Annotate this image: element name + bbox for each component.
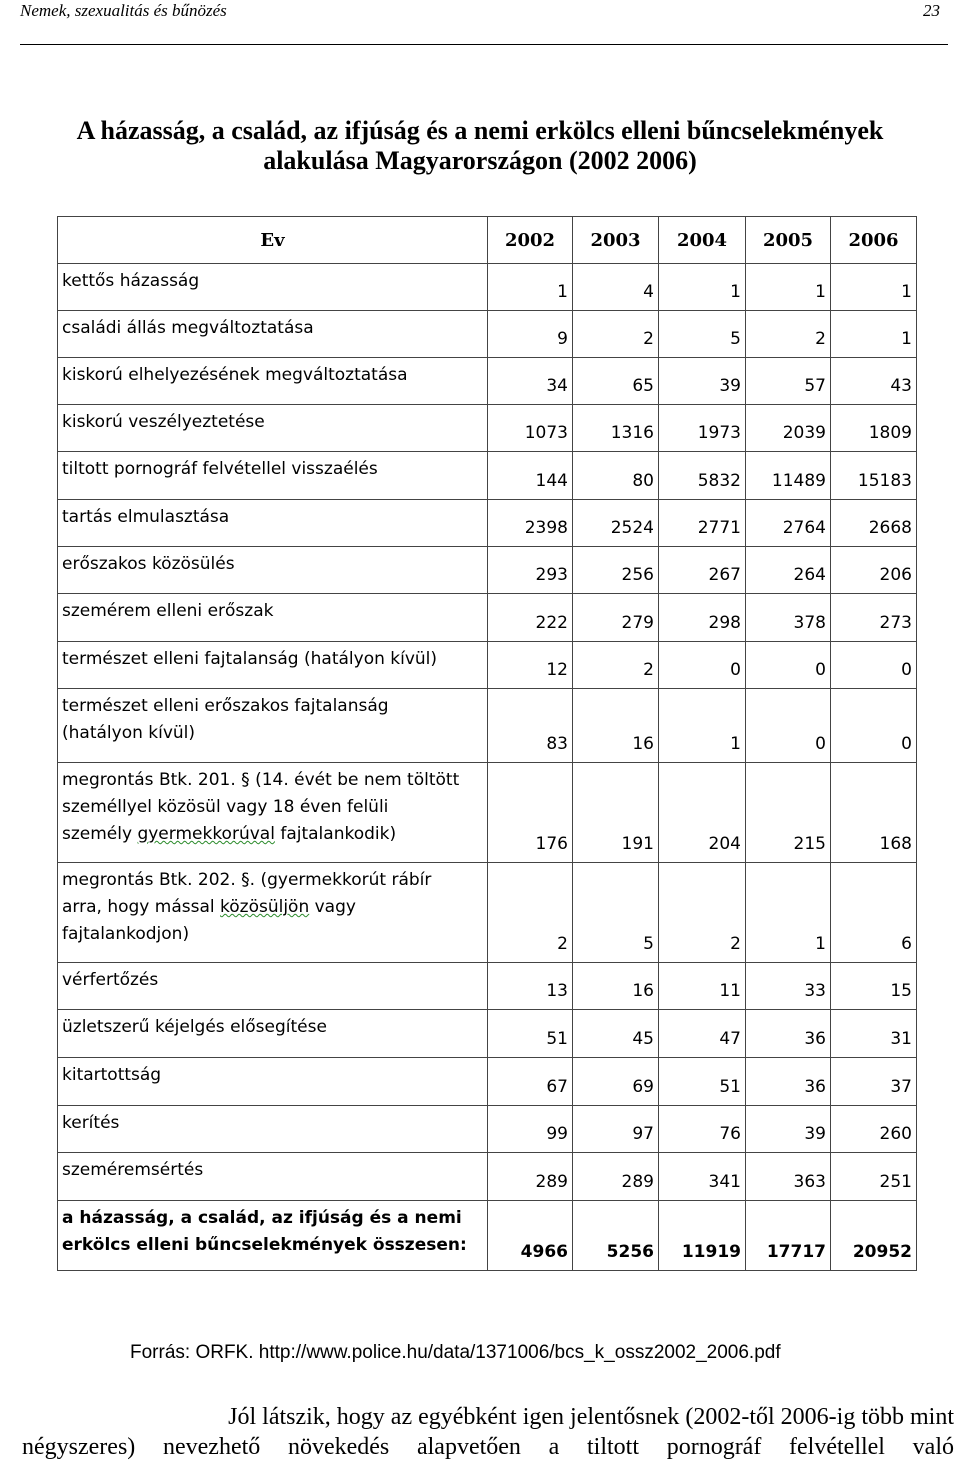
cell-value: 76 xyxy=(659,1106,746,1153)
cell-value: 36 xyxy=(746,1010,831,1058)
row-label: kitartottság xyxy=(58,1058,488,1106)
table-title xyxy=(0,116,960,176)
cell-value: 34 xyxy=(488,358,573,405)
cell-value: 33 xyxy=(746,963,831,1010)
cell-value: 6 xyxy=(831,863,917,963)
cell-value: 2771 xyxy=(659,500,746,547)
cell-value: 0 xyxy=(746,642,831,689)
cell-value: 13 xyxy=(488,963,573,1010)
cell-value: 83 xyxy=(488,689,573,763)
cell-value: 2 xyxy=(746,311,831,358)
table-row xyxy=(58,763,917,863)
cell-value: 168 xyxy=(831,763,917,863)
cell-value: 273 xyxy=(831,594,917,642)
source-citation: Forrás: ORFK. http://www.police.hu/data/1371006/bcs_k_ossz2002_2006.pdf xyxy=(130,1342,781,1363)
cell-value: 251 xyxy=(831,1153,917,1201)
row-label-part: természet elleni erőszakos fajtalanság xyxy=(62,696,389,716)
cell-value: 206 xyxy=(831,547,917,594)
running-header xyxy=(20,0,948,45)
table-row xyxy=(58,405,917,452)
row-label: üzletszerű kéjelgés elősegítése xyxy=(58,1010,488,1058)
body-line-2: négyszeres) nevezhető növekedés alapvetően a tiltott pornográf felvétellel való xyxy=(22,1434,954,1460)
cell-value: 15 xyxy=(831,963,917,1010)
column-header-2003: 2003 xyxy=(573,217,659,264)
table-title-line-1: A házasság, a család, az ifjúság és a nemi erkölcs elleni bűncselekmények xyxy=(76,116,884,145)
cell-value: 51 xyxy=(659,1058,746,1106)
row-label: erőszakos közösülés xyxy=(58,547,488,594)
table-title-line-2: alakulása Magyarországon (2002 2006) xyxy=(263,146,697,175)
cell-value: 65 xyxy=(573,358,659,405)
row-label-part: közösüljön xyxy=(220,897,310,917)
cell-value: 1073 xyxy=(488,405,573,452)
row-label: tartás elmulasztása xyxy=(58,500,488,547)
cell-value: 16 xyxy=(573,689,659,763)
cell-value: 5 xyxy=(659,311,746,358)
cell-value: 2668 xyxy=(831,500,917,547)
table-header-row xyxy=(58,217,917,264)
table-row xyxy=(58,689,917,763)
row-label xyxy=(58,863,488,963)
row-label: természet elleni fajtalanság (hatályon kívül) xyxy=(58,642,488,689)
cell-value: 0 xyxy=(831,642,917,689)
cell-value: 341 xyxy=(659,1153,746,1201)
cell-value: 36 xyxy=(746,1058,831,1106)
cell-value: 0 xyxy=(831,689,917,763)
cell-value: 267 xyxy=(659,547,746,594)
row-label-part: megrontás Btk. 202. §. (gyermekkorút rábír xyxy=(62,870,432,890)
cell-value: 99 xyxy=(488,1106,573,1153)
row-label-part: (hatályon kívül) xyxy=(62,723,196,743)
column-header-2006: 2006 xyxy=(831,217,917,264)
cell-value: 2524 xyxy=(573,500,659,547)
cell-value: 215 xyxy=(746,763,831,863)
row-label: kerítés xyxy=(58,1106,488,1153)
row-label: szemérem elleni erőszak xyxy=(58,594,488,642)
cell-value: 51 xyxy=(488,1010,573,1058)
table-row xyxy=(58,642,917,689)
cell-value: 1 xyxy=(659,264,746,311)
cell-value: 57 xyxy=(746,358,831,405)
cell-value: 2 xyxy=(573,642,659,689)
cell-value: 1809 xyxy=(831,405,917,452)
cell-value: 279 xyxy=(573,594,659,642)
table-row xyxy=(58,500,917,547)
table-row xyxy=(58,594,917,642)
cell-value: 11 xyxy=(659,963,746,1010)
column-header-year: Ev xyxy=(58,217,488,264)
cell-value: 2 xyxy=(573,311,659,358)
row-label-part: személlyel közösül vagy 18 éven felüli xyxy=(62,797,389,817)
table-row xyxy=(58,1153,917,1201)
cell-value: 31 xyxy=(831,1010,917,1058)
cell-value: 144 xyxy=(488,452,573,500)
cell-value: 378 xyxy=(746,594,831,642)
page-number: 23 xyxy=(923,1,940,20)
cell-value: 256 xyxy=(573,547,659,594)
cell-value: 11489 xyxy=(746,452,831,500)
row-label-part: gyermekkorúval xyxy=(137,824,275,844)
crime-statistics-table xyxy=(57,216,917,1271)
cell-value: 293 xyxy=(488,547,573,594)
cell-value: 264 xyxy=(746,547,831,594)
cell-value: 4966 xyxy=(488,1201,573,1271)
table-row xyxy=(58,863,917,963)
cell-value: 12 xyxy=(488,642,573,689)
cell-value: 16 xyxy=(573,963,659,1010)
table-row xyxy=(58,358,917,405)
cell-value: 4 xyxy=(573,264,659,311)
row-label-part: fajtalankodik) xyxy=(274,824,397,844)
cell-value: 2764 xyxy=(746,500,831,547)
column-header-2002: 2002 xyxy=(488,217,573,264)
cell-value: 176 xyxy=(488,763,573,863)
row-label xyxy=(58,763,488,863)
table-total-row xyxy=(58,1201,917,1271)
cell-value: 298 xyxy=(659,594,746,642)
body-paragraph xyxy=(22,1402,954,1462)
cell-value: 1 xyxy=(659,689,746,763)
row-label-part: erkölcs elleni bűncselekmények összesen: xyxy=(62,1235,467,1255)
cell-value: 97 xyxy=(573,1106,659,1153)
row-label-part: a házasság, a család, az ifjúság és a nemi xyxy=(62,1208,462,1228)
row-label: vérfertőzés xyxy=(58,963,488,1010)
cell-value: 2398 xyxy=(488,500,573,547)
table-row xyxy=(58,452,917,500)
table-row xyxy=(58,1058,917,1106)
cell-value: 15183 xyxy=(831,452,917,500)
cell-value: 80 xyxy=(573,452,659,500)
row-label: tiltott pornográf felvétellel visszaélés xyxy=(58,452,488,500)
row-label-part: arra, hogy mással xyxy=(62,897,220,917)
row-label: kiskorú elhelyezésének megváltoztatása xyxy=(58,358,488,405)
cell-value: 222 xyxy=(488,594,573,642)
cell-value: 39 xyxy=(746,1106,831,1153)
cell-value: 37 xyxy=(831,1058,917,1106)
cell-value: 289 xyxy=(488,1153,573,1201)
cell-value: 69 xyxy=(573,1058,659,1106)
cell-value: 2 xyxy=(659,863,746,963)
cell-value: 289 xyxy=(573,1153,659,1201)
column-header-2004: 2004 xyxy=(659,217,746,264)
cell-value: 20952 xyxy=(831,1201,917,1271)
cell-value: 1316 xyxy=(573,405,659,452)
cell-value: 0 xyxy=(746,689,831,763)
cell-value: 1 xyxy=(746,863,831,963)
table-row xyxy=(58,311,917,358)
table-row xyxy=(58,1106,917,1153)
row-label: szeméremsértés xyxy=(58,1153,488,1201)
row-label xyxy=(58,1201,488,1271)
row-label-part: fajtalankodjon) xyxy=(62,924,190,944)
cell-value: 363 xyxy=(746,1153,831,1201)
cell-value: 2 xyxy=(488,863,573,963)
cell-value: 5 xyxy=(573,863,659,963)
cell-value: 1973 xyxy=(659,405,746,452)
cell-value: 17717 xyxy=(746,1201,831,1271)
cell-value: 67 xyxy=(488,1058,573,1106)
running-title: Nemek, szexualitás és bűnözés xyxy=(20,1,227,20)
cell-value: 11919 xyxy=(659,1201,746,1271)
cell-value: 1 xyxy=(831,264,917,311)
table-row xyxy=(58,1010,917,1058)
body-line-1: Jól látszik, hogy az egyébként igen jelentősnek (2002-től 2006-ig több mint xyxy=(228,1404,954,1430)
table-row xyxy=(58,963,917,1010)
cell-value: 1 xyxy=(831,311,917,358)
cell-value: 0 xyxy=(659,642,746,689)
cell-value: 9 xyxy=(488,311,573,358)
cell-value: 2039 xyxy=(746,405,831,452)
table-row xyxy=(58,547,917,594)
cell-value: 1 xyxy=(488,264,573,311)
cell-value: 204 xyxy=(659,763,746,863)
cell-value: 43 xyxy=(831,358,917,405)
cell-value: 260 xyxy=(831,1106,917,1153)
cell-value: 191 xyxy=(573,763,659,863)
cell-value: 1 xyxy=(746,264,831,311)
cell-value: 39 xyxy=(659,358,746,405)
table-row xyxy=(58,264,917,311)
cell-value: 45 xyxy=(573,1010,659,1058)
cell-value: 5832 xyxy=(659,452,746,500)
row-label-part: vagy xyxy=(309,897,356,917)
row-label: családi állás megváltoztatása xyxy=(58,311,488,358)
row-label: kettős házasság xyxy=(58,264,488,311)
cell-value: 47 xyxy=(659,1010,746,1058)
cell-value: 5256 xyxy=(573,1201,659,1271)
row-label xyxy=(58,689,488,763)
row-label-part: személy xyxy=(62,824,138,844)
column-header-2005: 2005 xyxy=(746,217,831,264)
row-label-part: megrontás Btk. 201. § (14. évét be nem töltött xyxy=(62,770,460,790)
row-label: kiskorú veszélyeztetése xyxy=(58,405,488,452)
